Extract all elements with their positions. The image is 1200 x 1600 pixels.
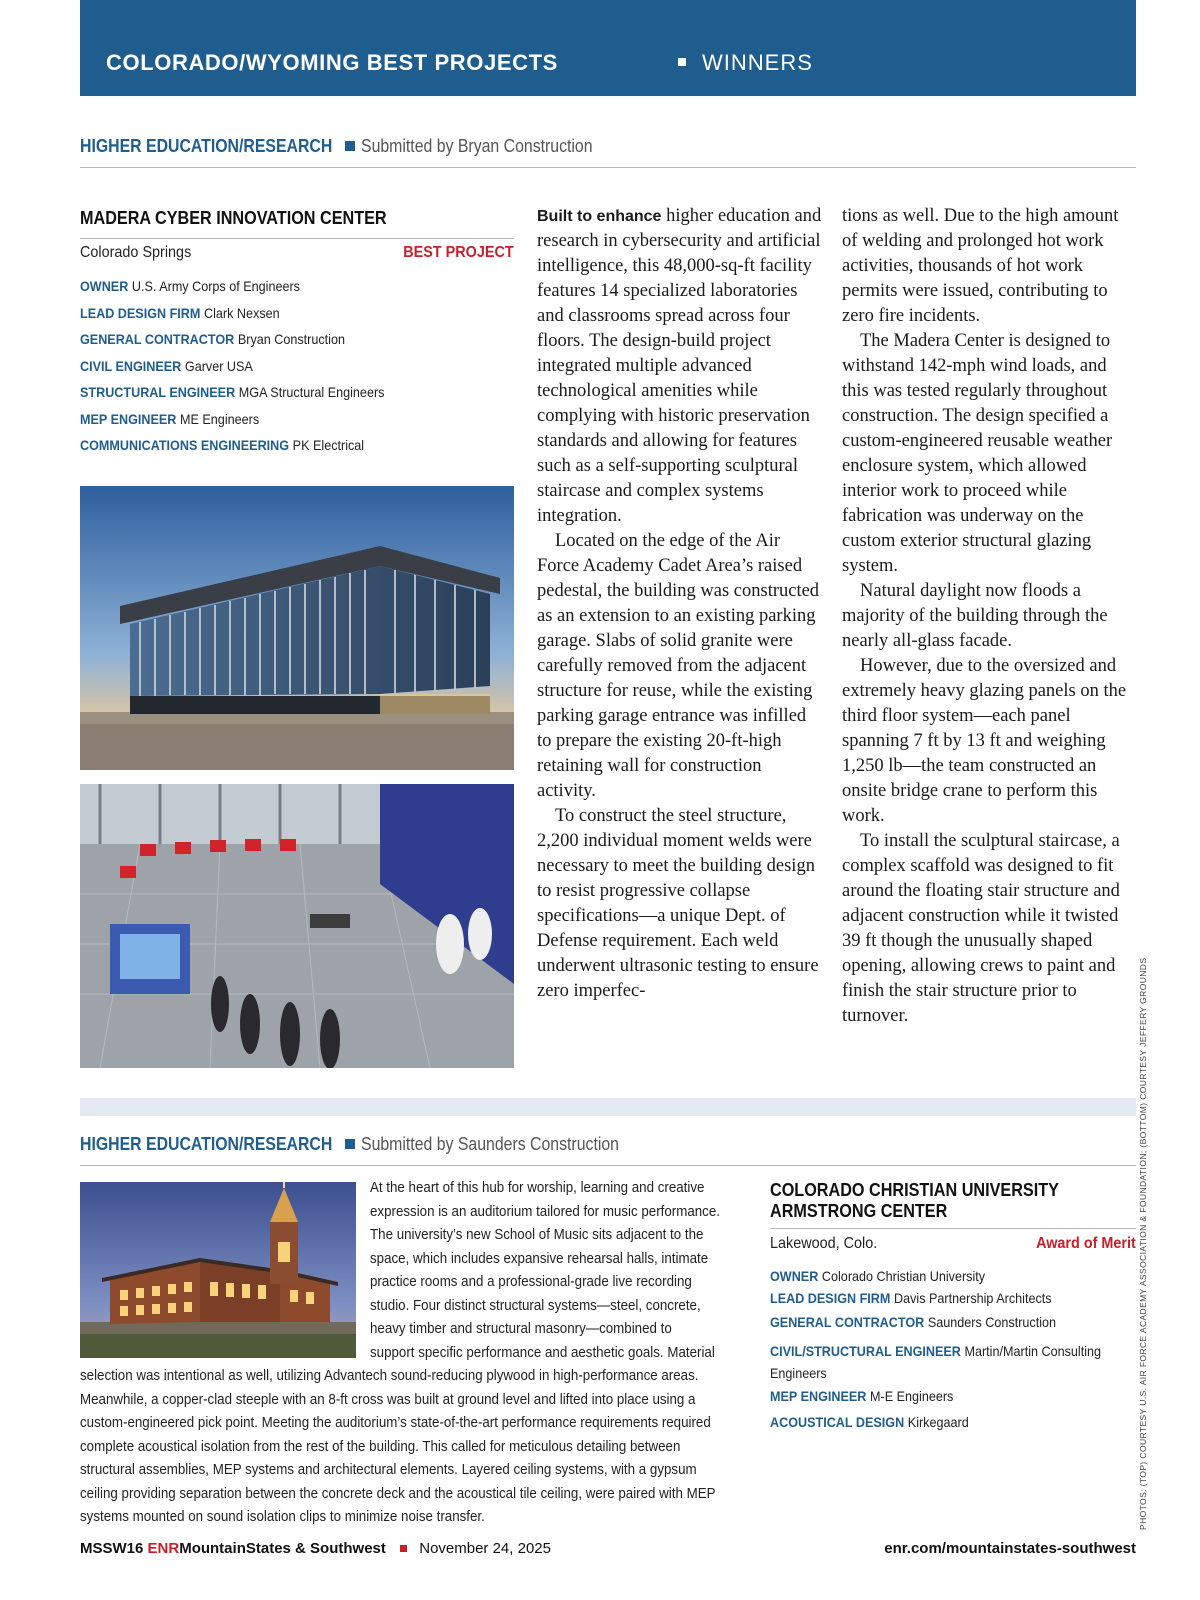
footer-square-icon: [400, 1545, 407, 1552]
credit-item: LEAD DESIGN FIRM Davis Partnership Architects: [770, 1290, 1052, 1306]
section2-project-title: COLORADO CHRISTIAN UNIVERSITY ARMSTRONG CENTER: [770, 1180, 1059, 1221]
credit-item: CIVIL/STRUCTURAL ENGINEER Martin/Martin Consulting Engineers: [770, 1343, 1102, 1381]
text-line: heavy timber and structural masonry—combined to: [370, 1321, 672, 1337]
text-line: systems mounted on sound isolation clips to minimize noise transfer.: [80, 1509, 485, 1525]
credit-item: OWNER Colorado Christian University: [770, 1268, 986, 1284]
banner-square-icon: [678, 58, 686, 66]
credit-item: STRUCTURAL ENGINEER MGA Structural Engineers: [80, 384, 385, 400]
banner-title: COLORADO/WYOMING BEST PROJECTS: [106, 50, 558, 75]
credit-item: MEP ENGINEER ME Engineers: [80, 410, 260, 427]
body-paragraph: However, due to the oversized and extremely heavy glazing panels on the third floor system—each panel spanning 7 ft by 13 ft and weighing 1,250 lb—the team constructed an onsite bridge crane to perform this work.: [842, 656, 1127, 826]
page-footer: [80, 1540, 1136, 1562]
credit-item: GENERAL CONTRACTOR Bryan Construction: [80, 331, 346, 347]
text-line: support specific performance and aesthetic goals. Material: [370, 1344, 715, 1361]
credit-item: LEAD DESIGN FIRM Clark Nexsen: [80, 304, 280, 321]
header-banner: [80, 0, 1136, 96]
section1-submitted: Submitted by Bryan Construction: [360, 136, 593, 156]
credit-item: MEP ENGINEER M-E Engineers: [770, 1388, 954, 1404]
madera-exterior-photo: [80, 486, 514, 770]
text-line: At the heart of this hub for worship, learning and creative: [370, 1180, 705, 1196]
section2-category: HIGHER EDUCATION/RESEARCH: [80, 1134, 333, 1154]
section2-body-bottom: [80, 1365, 733, 1530]
credit-item: COMMUNICATIONS ENGINEERING PK Electrical: [80, 437, 365, 453]
body-paragraph: Built to enhance higher education and research in cybersecurity and artificial intelligence, this 48,000-sq-ft facility features 14 specialized laboratories and classrooms spread across four floors. The design-build project integrated multiple advanced technological amenities while complying with historic preservation standards and allowing for features such as a self-supporting sculptural staircase and complex systems integration.: [537, 206, 822, 526]
credit-item: CIVIL ENGINEER Garver USA: [80, 357, 253, 374]
lead-in: Built to enhance: [537, 208, 662, 225]
credit-item: ACOUSTICAL DESIGN Kirkegaard: [770, 1414, 969, 1430]
square-bullet-icon: [345, 141, 355, 151]
text-line: practice rooms and a professional-grade live recording: [370, 1274, 692, 1290]
section1-location: Colorado Springs: [80, 244, 192, 261]
text-line: Meanwhile, a copper-clad steeple with an 8-ft cross was built at ground level and lifted into place using a: [80, 1391, 696, 1408]
footer-url[interactable]: enr.com/mountainstates-southwest: [884, 1540, 1136, 1557]
text-line: expression is an auditorium tailored for music performance.: [370, 1203, 720, 1220]
credit-item: OWNER U.S. Army Corps of Engineers: [80, 278, 300, 294]
section2-title-rule: [770, 1228, 1136, 1229]
text-line: selection was intentional as well, utilizing Advantech sound-reducing plywood in high-performance areas.: [80, 1368, 699, 1384]
text-line: custom-engineered pick point. Meeting the auditorium’s state-of-the-art performance requirements required: [80, 1415, 711, 1431]
square-bullet-icon: [345, 1139, 355, 1149]
section1-credits: [80, 278, 418, 464]
madera-lab-interior-photo: [80, 784, 514, 1068]
body-paragraph: Located on the edge of the Air Force Academy Cadet Area’s raised pedestal, the building was constructed as an extension to an existing parking garage. Slabs of solid granite were carefully removed from the adjacent structure for reuse, while the existing parking garage entrance was infilled to prepare the existing 20-ft-high retaining wall for construction activity.: [537, 531, 820, 801]
body-paragraph: The Madera Center is designed to withstand 142-mph wind loads, and this was tested regularly throughout construction. The design specified a custom-engineered reusable weather enclosure system, which allowed interior work to proceed while fabrication was underway on the custom exterior structural glazing system.: [842, 331, 1113, 576]
publication-name: MountainStates & Southwest: [179, 1540, 386, 1557]
body-paragraph: To install the sculptural staircase, a complex scaffold was designed to fit around the floating stair structure and adjacent construction while it twisted 39 ft though the unusually shaped opening, allowing crews to paint and finish the stair structure prior to turnover.: [842, 831, 1120, 1026]
section2-award: Award of Merit: [1036, 1235, 1136, 1252]
body-paragraph: Natural daylight now floods a majority of the building through the nearly all-glass facade.: [842, 581, 1108, 651]
credit-item: GENERAL CONTRACTOR Saunders Construction: [770, 1314, 1057, 1330]
enr-logo: ENR: [147, 1540, 180, 1557]
section2-credits: [770, 1268, 1136, 1440]
section1-body-column-1: [537, 204, 823, 1004]
section1-header: [80, 136, 1136, 168]
section1-category: HIGHER EDUCATION/RESEARCH: [80, 136, 333, 156]
text-line: studio. Four distinct structural systems—steel, concrete,: [370, 1297, 701, 1314]
section1-project-title: MADERA CYBER INNOVATION CENTER: [80, 208, 387, 228]
text-line: ceiling providing separation between the concrete deck and the acoustical tile ceiling, were paired with MEP: [80, 1485, 716, 1502]
armstrong-center-photo: [80, 1182, 356, 1358]
section2-header: [80, 1134, 1136, 1166]
section2-body-top: [370, 1177, 738, 1365]
section1-body-column-2: [842, 204, 1136, 1029]
photo-credit: PHOTOS: (TOP) COURTESY U.S. AIR FORCE ACADEMY ASSOCIATION & FOUNDATION; (BOTTOM) COURTESY JEFFERY GROUNDS: [1138, 957, 1148, 1530]
section1-title-rule: [80, 238, 514, 239]
section-divider: [80, 1098, 1136, 1116]
page-number: MSSW16: [80, 1540, 144, 1557]
text-line: space, which includes expansive rehearsal halls, intimate: [370, 1250, 709, 1267]
text-line: structural assemblies, MEP systems and architectural elements. Layered ceiling systems, with a gypsum: [80, 1462, 697, 1478]
section2-submitted: Submitted by Saunders Construction: [360, 1134, 619, 1154]
banner-subtitle: WINNERS: [702, 50, 813, 75]
section1-award: BEST PROJECT: [403, 244, 514, 261]
body-paragraph: To construct the steel structure, 2,200 individual moment welds were necessary to meet the building design to resist progressive collapse specifications—a unique Dept. of Defense requirement. Each weld underwent ultrasonic testing to ensure zero imperfec-: [537, 806, 819, 1001]
text-line: The university’s new School of Music sits adjacent to the: [370, 1227, 704, 1243]
text-line: complete acoustical isolation from the rest of the building. This called for meticulous detailing between: [80, 1438, 681, 1455]
body-paragraph: tions as well. Due to the high amount of welding and prolonged hot work activities, thousands of hot work permits were issued, contributing to zero fire incidents.: [842, 206, 1119, 326]
section2-location: Lakewood, Colo.: [770, 1235, 878, 1252]
issue-date: November 24, 2025: [419, 1540, 551, 1557]
